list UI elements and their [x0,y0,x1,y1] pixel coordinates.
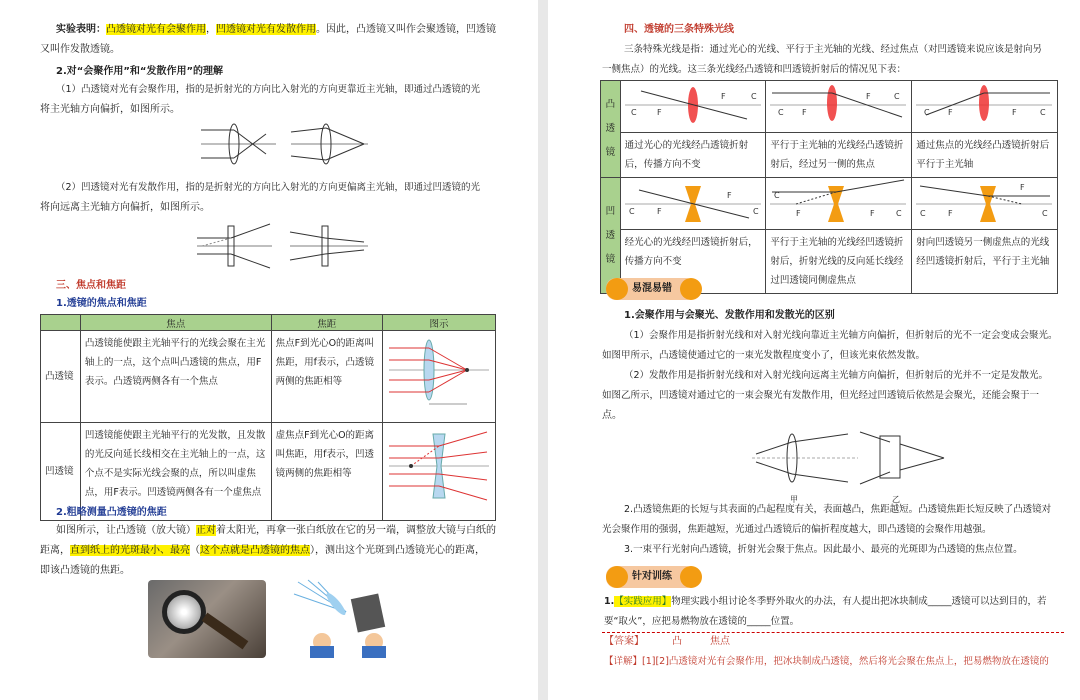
special-rays-table [600,80,1058,294]
highlight: 这个点就是凸透镜的焦点 [200,545,310,556]
svg-text:C: C [924,108,930,117]
paragraph: （1）凸透镜对光有会聚作用，指的是折射光的方向比入射光的方向更靠近主光轴，即通过凸透镜的光 [56,84,481,95]
question: 要“取火”，应把易燃物放在透镜的_____位置。 [604,616,800,627]
paragraph: 光会聚作用的强弱，焦距越短，光通过凸透镜后的偏折程度越大，即凸透镜的会聚作用越强。 [602,524,992,535]
svg-text:C: C [894,92,901,101]
highlight: 凸透镜对光有会聚作用 [106,24,206,35]
explanation [604,652,1049,672]
focus-table [40,314,496,521]
convex-focus-figure [382,331,495,423]
answer-value: 焦点 [710,636,730,647]
question-tag: 【实践应用】 [614,596,672,607]
magnifier-photo [148,580,266,658]
question [604,592,1047,612]
row-label: 凸透镜 [601,81,621,178]
svg-text:C: C [630,108,637,117]
svg-text:F: F [802,108,808,117]
svg-text:F: F [866,92,872,101]
figure-label: 乙 [892,495,900,504]
table-header: 焦点 [80,315,271,331]
text: 物理实践小组讨论冬季野外取火的办法，有人提出把冰块制成_____透镜可以达到目的，若 [671,596,1047,607]
paragraph: 3.一束平行光射向凸透镜，折射光会聚于焦点。因此最小、最亮的光斑即为凸透镜的焦点位置。 [624,544,1023,555]
badge-label: 针对训练 [632,571,672,582]
table-header: 焦距 [271,315,382,331]
paragraph: 如图乙所示，凹透镜对通过它的一束会聚光有发散作用，但光经过凹透镜后依然是会聚光，还能会聚于一 [602,390,1040,401]
table-cell: 经光心的光线经凹透镜折射后，传播方向不变 [620,230,766,294]
svg-text:F: F [726,191,732,200]
svg-text:C: C [896,209,903,218]
orange-icon [680,566,702,588]
text: 。因此，凸透镜又叫作会聚透镜，凹透镜 [316,24,496,35]
concave-focus-figure [382,423,495,521]
ray-diagram [912,178,1058,230]
text: 着太阳光，再拿一张白纸放在它的另一端，调整放大镜与白纸的 [216,525,496,536]
table-cell: 凹透镜能使跟主光轴平行的光发散，且发散的光反向延长线相交在主光轴上的一点，这个点不是实际光线会聚的点，所以叫虚焦点，用F表示。凹透镜两侧各有一个虚焦点 [80,423,271,521]
table-cell: 凸透镜能使跟主光轴平行的光线会聚在主光轴上的一点，这个点叫凸透镜的焦点，用F表示。凸透镜两侧各有一个焦点 [80,331,271,423]
highlight: 正对 [196,525,216,536]
answer-value: 凸 [672,636,682,647]
table-cell: 平行于主光轴的光线经凹透镜折射后，折射光线的反向延长线经过凹透镜同侧虚焦点 [766,230,912,294]
paragraph: 即该凸透镜的焦距。 [40,565,130,576]
paragraph: （2）发散作用是指折射光线和对入射光线向远离主光轴方向偏折，但折射后的光并不一定是发散光。 [624,370,1049,381]
answer-line [604,632,730,652]
svg-text:C: C [752,207,759,216]
paragraph [40,541,485,561]
section-heading: 三、焦点和焦距 [56,280,126,291]
text: ），测出这个光斑到凸透镜光心的距离， [310,545,485,556]
concave-lens-diagram [192,218,372,274]
badge-label: 易混易错 [632,283,672,294]
paragraph: 2.凸透镜焦距的长短与其表面的凸起程度有关，表面越凸，焦距越短。凸透镜焦距长短反映了凸透镜对 [624,504,1052,515]
svg-text:F: F [656,207,662,216]
ray-diagram [766,81,912,133]
subheading: 2.对“会聚作用”和“发散作用”的理解 [56,66,224,77]
ray-diagram [620,81,766,133]
paragraph: （2）凹透镜对光有发散作用，指的是折射光的方向比入射光的方向更偏离主光轴，即通过凹透镜的光 [56,182,481,193]
svg-text:F: F [948,209,953,218]
paragraph: 将主光轴方向偏折，如图所示。 [40,104,180,115]
ray-diagram [912,81,1058,133]
paragraph: 将向远离主光轴方向偏折，如图所示。 [40,202,210,213]
svg-text:F: F [1020,183,1025,192]
svg-text:C: C [1040,108,1046,117]
figure-label: 甲 [790,495,798,504]
ray-diagram [766,178,912,230]
row-label: 凹透镜 [601,178,621,294]
paragraph: 一侧焦点）的光线。这三条光线经凸透镜和凹透镜折射后的情况见下表： [602,64,907,75]
svg-text:C: C [1042,209,1048,218]
svg-text:F: F [1012,108,1017,117]
paragraph: 点。 [602,410,622,421]
table-header [41,315,81,331]
left-page [0,0,538,700]
svg-text:F: F [796,209,802,218]
table-cell: 射向凹透镜另一侧虚焦点的光线经凹透镜折射后，平行于主光轴 [912,230,1058,294]
row-label: 凸透镜 [41,331,81,423]
explanation-label: 【详解】 [604,656,643,667]
table-header: 图示 [382,315,495,331]
paragraph [56,521,496,541]
practice-badge [606,566,696,588]
svg-text:C: C [628,207,635,216]
orange-icon [606,566,628,588]
svg-text:C: C [778,108,785,117]
lens-comparison-figure [748,424,948,494]
svg-text:C: C [920,209,926,218]
convex-lens-diagram [196,118,371,170]
orange-icon [606,278,628,300]
right-page [548,0,1080,700]
svg-text:F: F [656,108,662,117]
answer-label: 【答案】 [604,636,644,647]
row-label: 凹透镜 [41,423,81,521]
paragraph: 如图甲所示，凸透镜使通过它的一束光发散程度变小了，但该光束依然发散。 [602,350,926,361]
paragraph: （1）会聚作用是指折射光线和对入射光线向靠近主光轴方向偏折，但折射后的光不一定会变成会聚光。 [624,330,1058,341]
svg-text:C: C [750,92,757,101]
highlight: 直到纸上的光斑最小、最亮 [70,545,190,556]
table-cell: 平行于主光轴的光线经凸透镜折射后，经过另一侧的焦点 [766,133,912,178]
text: ， [206,24,216,35]
subheading: 1.会聚作用与会聚光、发散作用和发散光的区别 [624,310,835,321]
svg-text:C: C [774,191,781,200]
explanation-text: [1][2]凸透镜对光有会聚作用，把冰块制成凸透镜，然后将光会聚在焦点上，把易燃物放在透镜的 [642,656,1049,667]
svg-text:F: F [720,92,726,101]
ray-diagram [620,178,766,230]
paragraph [56,20,496,40]
lens-light-illustration [290,578,400,660]
subheading: 2.粗略测量凸透镜的焦距 [56,507,167,518]
table-cell: 通过焦点的光线经凸透镜折射后平行于主光轴 [912,133,1058,178]
section-heading: 四、透镜的三条特殊光线 [624,24,734,35]
table-cell: 通过光心的光线经凸透镜折射后，传播方向不变 [620,133,766,178]
highlight: 凹透镜对光有发散作用 [216,24,316,35]
text: 距离， [40,545,70,556]
svg-text:F: F [870,209,876,218]
text: 如图所示，让凸透镜（放大镜） [56,525,196,536]
table-cell: 虚焦点F到光心O的距离叫焦距，用f表示，凹透镜两侧的焦距相等 [271,423,382,521]
table-cell: 焦点F到光心O的距离叫焦距，用f表示，凸透镜两侧的焦距相等 [271,331,382,423]
text: 实验表明： [56,24,106,35]
question-number: 1. [604,596,615,607]
mix-error-badge [606,278,696,300]
paragraph: 又叫作发散透镜。 [40,44,120,55]
paragraph: 三条特殊光线是指：通过光心的光线、平行于主光轴的光线、经过焦点（对凹透镜来说应该是射向另 [624,44,1043,55]
text: （ [190,545,200,556]
svg-text:F: F [948,108,953,117]
orange-icon [680,278,702,300]
subheading: 1.透镜的焦点和焦距 [56,298,147,309]
